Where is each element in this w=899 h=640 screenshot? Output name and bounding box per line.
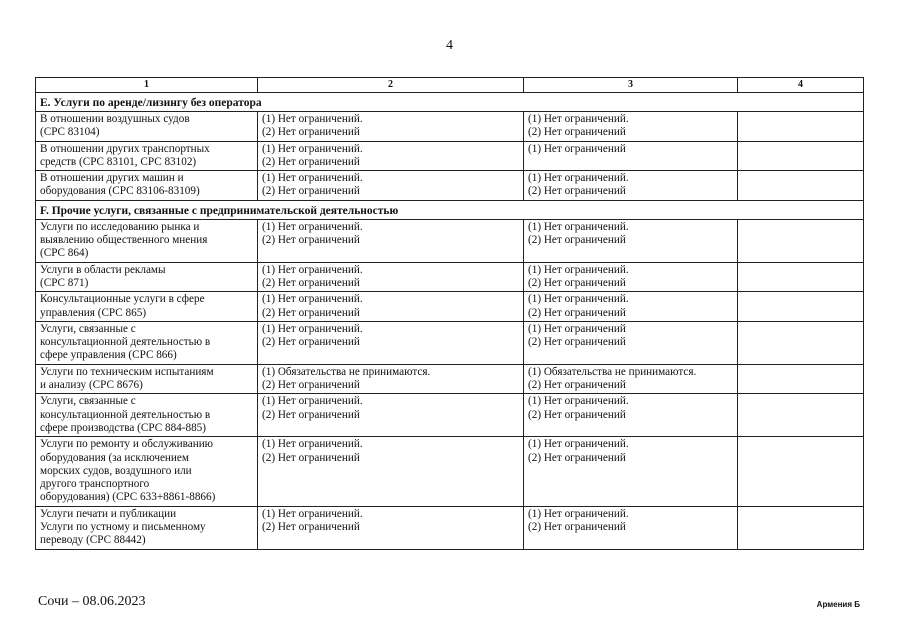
service-sector-cell-line: Услуги по техническим испытаниям <box>40 365 214 378</box>
market-access-cell-line: (1) Нет ограничений. <box>262 113 363 125</box>
national-treatment-cell-line: (2) Нет ограничений <box>528 185 626 198</box>
national-treatment-cell <box>524 112 738 142</box>
market-access-cell-line: (1) Нет ограничений. <box>262 293 363 306</box>
national-treatment-cell-line: (1) Нет ограничений. <box>528 438 629 451</box>
national-treatment-cell <box>524 292 738 322</box>
service-sector-cell-line: сфере управления (СРС 866) <box>40 349 177 362</box>
market-access-cell-line: (2) Нет ограничений <box>262 185 360 198</box>
service-sector-cell-line: средств (СРС 83101, СРС 83102) <box>40 155 197 168</box>
national-treatment-cell-line: (2) Нет ограничений <box>528 126 626 139</box>
market-access-cell-line: (2) Нет ограничений <box>262 521 360 534</box>
table-row <box>36 506 864 549</box>
section-title: F. Прочие услуги, связанные с предпринимательской деятельностью <box>36 200 864 219</box>
additional-commitments-cell <box>738 141 864 171</box>
service-sector-cell-line: консультационной деятельностью в <box>40 336 211 349</box>
column-number: 2 <box>258 78 524 93</box>
additional-commitments-cell <box>738 394 864 437</box>
market-access-cell-line: (2) Нет ограничений <box>262 276 360 289</box>
market-access-cell-line: (2) Нет ограничений <box>262 451 360 464</box>
market-access-cell-line: (1) Нет ограничений. <box>262 322 363 335</box>
market-access-cell <box>258 141 524 171</box>
section-title: E. Услуги по аренде/лизингу без оператора <box>36 93 864 112</box>
national-treatment-cell <box>524 506 738 549</box>
table-row <box>36 321 864 364</box>
market-access-cell-line: (2) Нет ограничений <box>262 306 360 319</box>
service-sector-cell <box>36 112 258 142</box>
service-sector-cell-line: Услуги в области рекламы <box>40 263 166 276</box>
table-row <box>36 437 864 506</box>
market-access-cell <box>258 394 524 437</box>
national-treatment-cell <box>524 219 738 262</box>
service-sector-cell-line: Услуги по ремонту и обслуживанию <box>40 438 214 451</box>
service-sector-cell-line: Услуги, связанные с <box>40 395 136 408</box>
service-sector-cell-line: Консультационные услуги в сфере <box>40 293 205 306</box>
national-treatment-cell <box>524 394 738 437</box>
service-sector-cell-line: и анализу (СРС 8676) <box>40 379 143 392</box>
national-treatment-cell <box>524 437 738 506</box>
additional-commitments-cell <box>738 506 864 549</box>
table-row <box>36 364 864 394</box>
commitments-table <box>35 77 864 550</box>
service-sector-cell <box>36 506 258 549</box>
table-row <box>36 292 864 322</box>
national-treatment-cell-line: (2) Нет ограничений <box>528 336 626 349</box>
national-treatment-cell-line: (2) Нет ограничений <box>528 451 626 464</box>
table-row <box>36 112 864 142</box>
additional-commitments-cell <box>738 364 864 394</box>
column-number: 1 <box>36 78 258 93</box>
service-sector-cell-line: оборудования (СРС 83106-83109) <box>40 185 200 198</box>
table-row <box>36 394 864 437</box>
service-sector-cell <box>36 364 258 394</box>
service-sector-cell-line: В отношении других машин и <box>40 172 184 185</box>
market-access-cell <box>258 506 524 549</box>
market-access-cell-line: (1) Нет ограничений. <box>262 263 363 276</box>
additional-commitments-cell <box>738 292 864 322</box>
service-sector-cell-line: выявлению общественного мнения <box>40 234 208 247</box>
market-access-cell <box>258 171 524 201</box>
table-row <box>36 171 864 201</box>
service-sector-cell-line: другого транспортного <box>40 478 150 491</box>
service-sector-cell-line: консультационной деятельностью в <box>40 408 211 421</box>
national-treatment-cell <box>524 364 738 394</box>
service-sector-cell-line: (СРС 871) <box>40 276 89 289</box>
market-access-cell <box>258 262 524 292</box>
service-sector-cell-line: сфере производства (СРС 884-885) <box>40 421 206 434</box>
section-header-row <box>36 93 864 112</box>
national-treatment-cell-line: (1) Нет ограничений. <box>528 263 629 276</box>
additional-commitments-cell <box>738 262 864 292</box>
market-access-cell <box>258 219 524 262</box>
service-sector-cell-line: (СРС 83104) <box>40 126 100 139</box>
service-sector-cell <box>36 394 258 437</box>
additional-commitments-cell <box>738 219 864 262</box>
national-treatment-cell-line: (2) Нет ограничений <box>528 306 626 319</box>
national-treatment-cell-line: (1) Нет ограничений. <box>528 113 629 125</box>
market-access-cell <box>258 292 524 322</box>
column-number: 4 <box>738 78 864 93</box>
national-treatment-cell-line: (1) Нет ограничений. <box>528 293 629 306</box>
table-row <box>36 141 864 171</box>
market-access-cell-line: (2) Нет ограничений <box>262 379 360 392</box>
section-header-row <box>36 200 864 219</box>
market-access-cell-line: (2) Нет ограничений <box>262 234 360 247</box>
market-access-cell-line: (1) Нет ограничений. <box>262 172 363 185</box>
national-treatment-cell-line: (2) Нет ограничений <box>528 521 626 534</box>
national-treatment-cell-line: (1) Нет ограничений. <box>528 172 629 185</box>
market-access-cell <box>258 112 524 142</box>
market-access-cell-line: (2) Нет ограничений <box>262 336 360 349</box>
service-sector-cell <box>36 292 258 322</box>
additional-commitments-cell <box>738 437 864 506</box>
additional-commitments-cell <box>738 321 864 364</box>
column-number: 3 <box>524 78 738 93</box>
service-sector-cell-line: Услуги, связанные с <box>40 322 136 335</box>
service-sector-cell-line: В отношении других транспортных <box>40 142 210 155</box>
national-treatment-cell-line: (1) Нет ограничений <box>528 322 626 335</box>
service-sector-cell <box>36 437 258 506</box>
service-sector-cell-line: В отношении воздушных судов <box>40 113 190 125</box>
additional-commitments-cell <box>738 171 864 201</box>
table-row <box>36 219 864 262</box>
national-treatment-cell-line: (2) Нет ограничений <box>528 276 626 289</box>
market-access-cell <box>258 321 524 364</box>
national-treatment-cell-line: (2) Нет ограничений <box>528 234 626 247</box>
market-access-cell-line: (1) Нет ограничений. <box>262 395 363 408</box>
market-access-cell-line: (1) Нет ограничений. <box>262 507 363 520</box>
service-sector-cell-line: Услуги по исследованию рынка и <box>40 220 200 233</box>
service-sector-cell <box>36 262 258 292</box>
table-row <box>36 262 864 292</box>
service-sector-cell-line: Услуги по устному и письменному <box>40 521 206 534</box>
market-access-cell <box>258 437 524 506</box>
market-access-cell-line: (1) Нет ограничений. <box>262 220 363 233</box>
service-sector-cell <box>36 219 258 262</box>
service-sector-cell-line: оборудования) (СРС 633+8861-8866) <box>40 491 216 504</box>
market-access-cell-line: (2) Нет ограничений <box>262 155 360 168</box>
national-treatment-cell-line: (1) Нет ограничений. <box>528 395 629 408</box>
national-treatment-cell-line: (2) Нет ограничений <box>528 408 626 421</box>
market-access-cell-line: (1) Обязательства не принимаются. <box>262 365 431 378</box>
national-treatment-cell-line: (1) Обязательства не принимаются. <box>528 365 697 378</box>
service-sector-cell <box>36 171 258 201</box>
national-treatment-cell-line: (2) Нет ограничений <box>528 379 626 392</box>
market-access-cell-line: (2) Нет ограничений <box>262 408 360 421</box>
service-sector-cell <box>36 141 258 171</box>
market-access-cell <box>258 364 524 394</box>
national-treatment-cell <box>524 262 738 292</box>
market-access-cell-line: (1) Нет ограничений. <box>262 438 363 451</box>
national-treatment-cell-line: (1) Нет ограничений <box>528 142 626 155</box>
national-treatment-cell <box>524 321 738 364</box>
additional-commitments-cell <box>738 112 864 142</box>
service-sector-cell-line: оборудования (за исключением <box>40 451 189 464</box>
footer-place-date: Сочи – 08.06.2023 <box>38 594 146 609</box>
service-sector-cell-line: управления (СРС 865) <box>40 306 147 319</box>
footer-country-code: Армения Б <box>816 600 860 609</box>
service-sector-cell <box>36 321 258 364</box>
market-access-cell-line: (2) Нет ограничений <box>262 126 360 139</box>
national-treatment-cell <box>524 141 738 171</box>
service-sector-cell-line: переводу (СРС 88442) <box>40 534 146 547</box>
national-treatment-cell-line: (1) Нет ограничений. <box>528 220 629 233</box>
page-number: 4 <box>446 38 453 53</box>
national-treatment-cell <box>524 171 738 201</box>
service-sector-cell-line: (СРС 864) <box>40 247 89 260</box>
national-treatment-cell-line: (1) Нет ограничений. <box>528 507 629 520</box>
market-access-cell-line: (1) Нет ограничений. <box>262 142 363 155</box>
service-sector-cell-line: Услуги печати и публикации <box>40 507 177 520</box>
column-number-row <box>36 78 864 93</box>
service-sector-cell-line: морских судов, воздушного или <box>40 464 192 477</box>
